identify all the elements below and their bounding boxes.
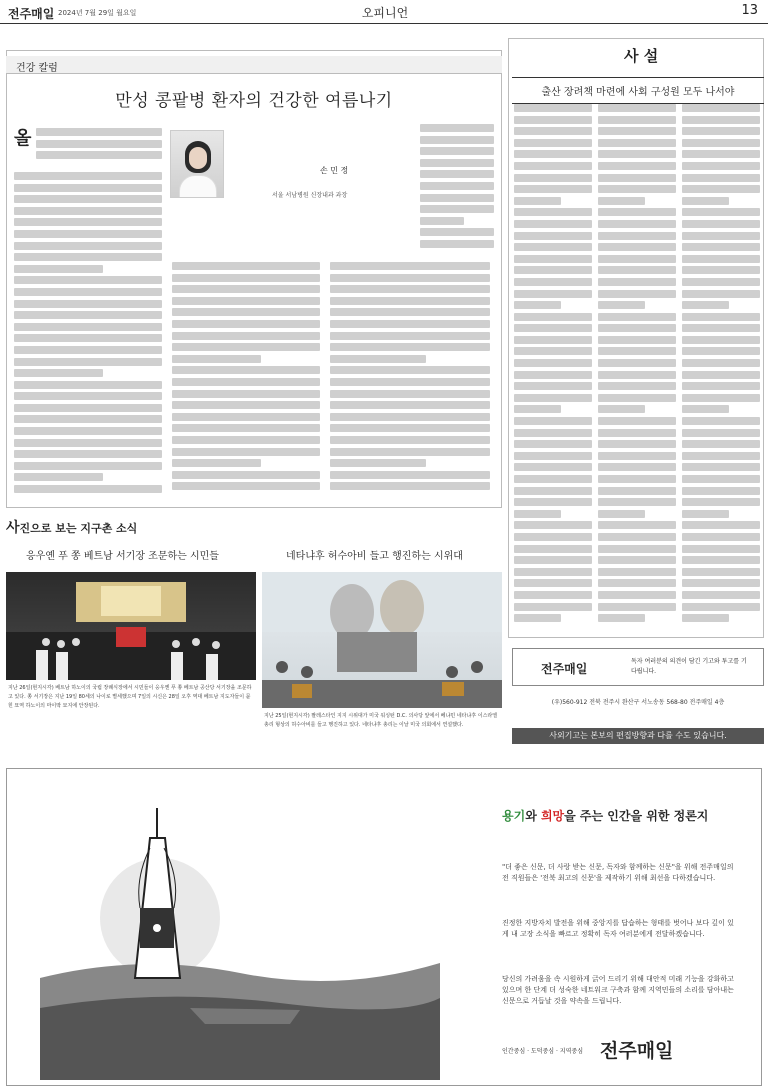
masthead-name: 전주매일 <box>8 7 55 21</box>
text-line <box>514 174 592 182</box>
text-line <box>330 459 426 467</box>
text-line <box>14 288 162 296</box>
text-line <box>598 440 676 448</box>
photo1-image <box>6 572 256 680</box>
text-line <box>598 382 676 390</box>
text-line <box>598 487 676 495</box>
text-line <box>514 603 592 611</box>
text-line <box>172 390 320 398</box>
text-line <box>514 197 561 205</box>
text-line <box>330 424 490 432</box>
text-line <box>598 150 676 158</box>
text-line <box>598 394 676 402</box>
text-line <box>14 276 162 284</box>
text-line <box>598 313 676 321</box>
text-line <box>682 116 760 124</box>
text-line <box>14 172 162 180</box>
text-line <box>514 116 592 124</box>
ad-headline-word2: 희망 <box>540 809 565 823</box>
text-line <box>598 359 676 367</box>
text-line <box>682 104 760 112</box>
text-line <box>420 240 494 248</box>
text-line <box>598 324 676 332</box>
text-line <box>514 208 592 216</box>
text-line <box>514 510 561 518</box>
text-line <box>682 603 760 611</box>
text-line <box>514 185 592 193</box>
text-line <box>514 591 592 599</box>
text-line <box>330 355 426 363</box>
text-line <box>330 262 490 270</box>
ad-headline-rest: 을 주는 인간을 위한 정론지 <box>564 809 709 823</box>
text-line <box>682 243 760 251</box>
text-line <box>598 243 676 251</box>
text-line <box>514 452 592 460</box>
text-line <box>514 498 592 506</box>
text-line <box>172 471 320 479</box>
ad-paragraph-1: "더 좋은 신문, 더 사랑 받는 신문, 독자와 함께하는 신문"을 위해 전주매일의 전 직원들은 '전북 최고의 신문'을 제작하기 위해 최선을 다하겠습니다. <box>502 863 734 882</box>
text-line <box>420 170 494 178</box>
text-line <box>514 579 592 587</box>
text-line <box>598 266 676 274</box>
text-line <box>682 150 760 158</box>
photo2-text: 지난 25일(현지시각) 팔레스타인 지지 시위대가 미국 워싱턴 D.C. 의사당 앞에서 베냐민 네타냐후 이스라엘 총리 형상의 허수아비를 들고 행진하고 있다. 네타냐후 총리는 이날 미국 의회에서 연설했다. <box>264 713 498 728</box>
text-line <box>514 487 592 495</box>
text-line <box>682 174 760 182</box>
address: (우)560-912 전북 전주시 완산구 서노송동 568-80 전주매일 4층 <box>551 699 725 706</box>
contribution-text: 독자 여러분의 의견이 담긴 기고와 투고를 기다립니다. <box>631 658 747 675</box>
disclaimer-bar: 사외기고는 본보의 편집방향과 다를 수도 있습니다. <box>512 728 764 744</box>
text-line <box>14 392 162 400</box>
text-line <box>682 429 760 437</box>
author-position: 서울 서남병원 신장내과 과장 <box>272 192 348 199</box>
text-line <box>682 545 760 553</box>
author-photo <box>170 130 224 198</box>
text-line <box>598 290 676 298</box>
photo1-scene <box>6 572 256 680</box>
text-line <box>172 448 320 456</box>
text-line <box>598 127 676 135</box>
text-line <box>514 255 592 263</box>
text-line <box>682 510 729 518</box>
text-line <box>14 334 162 342</box>
text-line <box>514 220 592 228</box>
text-line <box>514 139 592 147</box>
text-line <box>598 208 676 216</box>
text-line <box>598 232 676 240</box>
text-line <box>420 217 464 225</box>
text-line <box>514 429 592 437</box>
text-line <box>598 521 676 529</box>
text-line <box>682 568 760 576</box>
text-line <box>330 378 490 386</box>
text-line <box>14 195 162 203</box>
text-line <box>682 556 760 564</box>
text-line <box>330 401 490 409</box>
text-line <box>330 332 490 340</box>
text-line <box>172 459 261 467</box>
text-line <box>514 278 592 286</box>
text-line <box>514 347 592 355</box>
column-text-col3 <box>330 262 490 498</box>
text-line <box>598 278 676 286</box>
text-line <box>598 591 676 599</box>
text-line <box>14 323 162 331</box>
text-line <box>598 510 645 518</box>
text-line <box>598 185 676 193</box>
text-line <box>172 413 320 421</box>
author-name: 손 민 정 <box>320 166 349 175</box>
text-line <box>330 366 490 374</box>
text-line <box>682 220 760 228</box>
ad-paragraph-3: 당신의 가려움을 속 시원하게 긁어 드리기 위해 대안적 미래 기능을 강화하고 있으며 한 단계 더 성숙한 네트워크 구축과 함께 지역민들의 소리를 담아내는 신문으로 거듭날 것을 약속을 드립니다. <box>502 975 734 1005</box>
editorial-headline: 출산 장려책 마련에 사회 구성원 모두 나서야 <box>512 77 764 104</box>
text-line <box>514 417 592 425</box>
text-line <box>682 347 760 355</box>
text-line <box>172 320 320 328</box>
text-line <box>514 371 592 379</box>
page-number: 13 <box>741 3 758 18</box>
text-line <box>682 336 760 344</box>
text-line <box>598 162 676 170</box>
text-line <box>598 139 676 147</box>
text-line <box>420 228 494 236</box>
text-line <box>330 308 490 316</box>
text-line <box>598 405 645 413</box>
text-line <box>682 301 729 309</box>
text-line <box>330 320 490 328</box>
text-line <box>682 255 760 263</box>
text-line <box>598 104 676 112</box>
text-line <box>598 475 676 483</box>
text-line <box>598 174 676 182</box>
text-line <box>682 452 760 460</box>
text-line <box>514 568 592 576</box>
text-line <box>598 545 676 553</box>
text-line <box>682 185 760 193</box>
text-line <box>682 359 760 367</box>
text-line <box>514 266 592 274</box>
text-line <box>682 278 760 286</box>
text-line <box>514 475 592 483</box>
text-line <box>14 404 162 412</box>
text-line <box>514 104 592 112</box>
text-line <box>682 313 760 321</box>
text-line <box>598 498 676 506</box>
text-line <box>172 366 320 374</box>
text-line <box>14 450 162 458</box>
text-line <box>598 197 645 205</box>
text-line <box>514 150 592 158</box>
masthead <box>0 0 768 24</box>
text-line <box>172 297 320 305</box>
text-line <box>514 301 561 309</box>
text-line <box>682 382 760 390</box>
text-line <box>172 274 320 282</box>
text-line <box>330 274 490 282</box>
text-line <box>330 413 490 421</box>
text-line <box>682 290 760 298</box>
text-line <box>14 462 162 470</box>
text-line <box>330 482 490 490</box>
text-line <box>514 324 592 332</box>
text-line <box>14 218 162 226</box>
text-line <box>420 194 494 202</box>
text-line <box>598 371 676 379</box>
dropcap: 올 <box>14 128 32 149</box>
contribution-logo: 전주매일 <box>541 662 588 676</box>
text-line <box>682 440 760 448</box>
column-text-col1a <box>36 128 162 168</box>
text-line <box>172 482 320 490</box>
text-line <box>682 579 760 587</box>
photo2-image <box>262 572 502 708</box>
text-line <box>682 614 729 622</box>
text-line <box>36 140 162 148</box>
text-line <box>14 473 103 481</box>
text-line <box>172 424 320 432</box>
ad-headline-mid: 와 <box>525 809 541 823</box>
text-line <box>514 382 592 390</box>
editorial-label: 사 설 <box>624 47 659 65</box>
pen-nib-illustration <box>40 788 440 1080</box>
text-line <box>14 485 162 493</box>
text-line <box>420 147 494 155</box>
text-line <box>682 591 760 599</box>
ad-headline <box>502 807 708 824</box>
masthead-date: 2024년 7월 29일 월요일 <box>58 9 137 17</box>
ad-headline-word1: 용기 <box>502 809 526 823</box>
text-line <box>420 136 494 144</box>
text-line <box>420 205 494 213</box>
text-line <box>514 521 592 529</box>
text-line <box>598 556 676 564</box>
text-line <box>172 343 320 351</box>
text-line <box>172 332 320 340</box>
ad-logo: 전주매일 <box>600 1040 674 1062</box>
text-line <box>514 162 592 170</box>
text-line <box>14 300 162 308</box>
text-line <box>14 346 162 354</box>
photo-news-title: 진으로 보는 지구촌 소식 <box>19 522 138 535</box>
text-line <box>598 417 676 425</box>
text-line <box>172 285 320 293</box>
column-headline: 만성 콩팥병 환자의 건강한 여름나기 <box>115 91 393 111</box>
text-line <box>514 290 592 298</box>
text-line <box>514 359 592 367</box>
editorial-col2 <box>598 104 676 630</box>
ad-slogan: 인간중심 · 도덕중심 · 지역중심 <box>502 1048 583 1055</box>
text-line <box>682 324 760 332</box>
editorial-col1 <box>514 104 592 630</box>
text-line <box>14 207 162 215</box>
text-line <box>420 182 494 190</box>
text-line <box>514 614 561 622</box>
text-line <box>14 358 162 366</box>
text-line <box>682 487 760 495</box>
text-line <box>14 427 162 435</box>
text-line <box>14 439 162 447</box>
text-line <box>682 208 760 216</box>
text-line <box>514 533 592 541</box>
text-line <box>682 405 729 413</box>
column-tag <box>6 56 502 74</box>
text-line <box>598 603 676 611</box>
text-line <box>682 371 760 379</box>
photo1-text: 지난 26일(현지시각) 베트남 하노이의 국립 장례식장에서 시민들이 응우옌 푸 쫑 베트남 공산당 서기장을 조문하고 있다. 쫑 서기장은 지난 19일 80세의 나이로 별세했으며 7일의 시신은 28일 오후 역대 베트남 지도자들이 묻힌 묘역 하노이의 마이딱 묘지에 안장된다. <box>8 685 252 709</box>
text-line <box>682 533 760 541</box>
text-line <box>514 440 592 448</box>
text-line <box>682 394 760 402</box>
text-line <box>330 390 490 398</box>
text-line <box>682 139 760 147</box>
text-line <box>682 475 760 483</box>
text-line <box>330 471 490 479</box>
column-text-col4 <box>420 124 494 252</box>
text-line <box>514 556 592 564</box>
text-line <box>330 285 490 293</box>
text-line <box>682 266 760 274</box>
photo-news-label <box>6 517 502 536</box>
photo1-caption: 응우옌 푸 쫑 베트남 서기장 조문하는 시민들 <box>26 551 219 562</box>
text-line <box>14 230 162 238</box>
editorial-col3 <box>682 104 760 630</box>
column-tag-label: 건강 칼럼 <box>16 63 58 74</box>
text-line <box>598 568 676 576</box>
text-line <box>598 336 676 344</box>
text-line <box>14 242 162 250</box>
text-line <box>682 521 760 529</box>
text-line <box>598 452 676 460</box>
contribution-box <box>512 648 764 686</box>
text-line <box>330 436 490 444</box>
text-line <box>682 498 760 506</box>
text-line <box>514 394 592 402</box>
photo2-scene <box>262 572 502 708</box>
text-line <box>514 243 592 251</box>
text-line <box>682 162 760 170</box>
text-line <box>14 381 162 389</box>
section-title: 오피니언 <box>361 6 409 20</box>
text-line <box>420 124 494 132</box>
text-line <box>514 405 561 413</box>
text-line <box>330 297 490 305</box>
text-line <box>598 347 676 355</box>
text-line <box>172 355 261 363</box>
ad-paragraph-2: 진정한 지방자치 발전을 위해 중앙지를 답습하는 형태를 벗어나 보다 깊이 있게 내 고장 소식을 빠르고 정확히 독자 여러분에게 전달하겠습니다. <box>502 919 734 938</box>
text-line <box>514 336 592 344</box>
text-line <box>682 417 760 425</box>
text-line <box>172 262 320 270</box>
photo2-caption: 네타냐후 허수아비 들고 행진하는 시위대 <box>286 551 463 562</box>
text-line <box>514 232 592 240</box>
text-line <box>598 220 676 228</box>
column-text-col2 <box>172 262 320 498</box>
text-line <box>598 614 645 622</box>
text-line <box>330 448 490 456</box>
text-line <box>14 369 103 377</box>
text-line <box>14 415 162 423</box>
text-line <box>598 579 676 587</box>
text-line <box>514 313 592 321</box>
text-line <box>682 127 760 135</box>
text-line <box>36 151 162 159</box>
text-line <box>172 308 320 316</box>
text-line <box>682 197 729 205</box>
text-line <box>598 255 676 263</box>
text-line <box>682 232 760 240</box>
photo-news-initial: 사 <box>6 520 20 536</box>
text-line <box>682 463 760 471</box>
text-line <box>36 128 162 136</box>
text-line <box>420 159 494 167</box>
text-line <box>14 253 162 261</box>
text-line <box>598 463 676 471</box>
text-line <box>14 311 162 319</box>
text-line <box>514 545 592 553</box>
text-line <box>14 265 103 273</box>
text-line <box>598 116 676 124</box>
text-line <box>172 401 320 409</box>
text-line <box>172 378 320 386</box>
text-line <box>598 301 645 309</box>
text-line <box>514 127 592 135</box>
text-line <box>172 436 320 444</box>
text-line <box>514 463 592 471</box>
text-line <box>330 343 490 351</box>
text-line <box>598 429 676 437</box>
column-text-col1 <box>14 172 162 498</box>
text-line <box>598 533 676 541</box>
text-line <box>14 184 162 192</box>
